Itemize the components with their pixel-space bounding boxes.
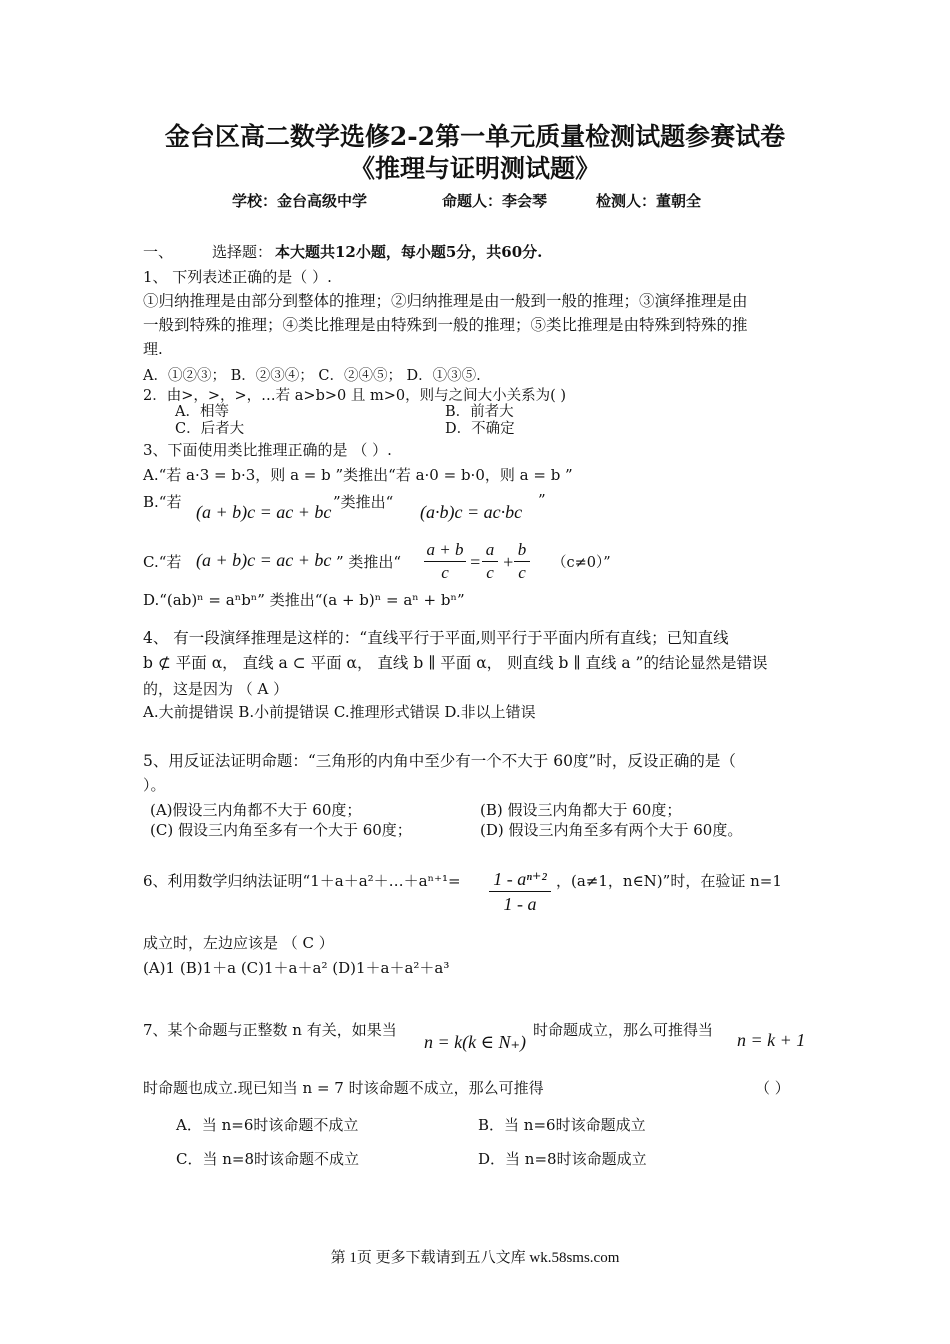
q3-stem: 3、下面使用类比推理正确的是 （ ）. xyxy=(143,441,392,459)
q6-fraction xyxy=(489,868,551,915)
q3-b-prefix: B.“若 xyxy=(143,493,182,511)
q3-c-numerator1: a + b xyxy=(426,540,464,559)
q7-option-d: D．当 n=8时该命题成立 xyxy=(478,1150,647,1168)
q2-stem: 2．由>，>，>，…若 a>b>0 且 m>0，则与之间大小关系为( ) xyxy=(143,388,566,404)
q2-option-d: D．不确定 xyxy=(445,421,515,437)
q3-c-numerator2: a xyxy=(485,540,495,559)
q7-line2: 时命题也成立.现已知当 n = 7 时该命题不成立，那么可推得 xyxy=(143,1079,544,1097)
q6-stem-suffix: ，(a≠1，n∈N)”时，在验证 n=1 xyxy=(556,872,782,890)
q3-c-fraction3 xyxy=(514,540,530,583)
q6-line2: 成立时，左边应该是 （ C ） xyxy=(143,934,334,952)
q2-option-b: B．前者大 xyxy=(445,404,514,420)
q3-c-plus: + xyxy=(502,552,515,572)
q5-option-b: (B) 假设三内角都大于 60度； xyxy=(480,801,682,819)
q7-formula2: n = k + 1 xyxy=(737,1030,806,1050)
q6-numerator: 1 - aⁿ⁺² xyxy=(493,869,547,889)
section-number: 一、 xyxy=(143,243,174,261)
q3-c-formula1: (a + b)c = ac + bc xyxy=(196,550,332,570)
q6-stem-prefix: 6、利用数学归纳法证明“1＋a＋a²＋…＋aⁿ⁺¹= xyxy=(143,872,461,890)
q3-b-formula1: (a + b)c = ac + bc xyxy=(196,502,332,522)
q6-options: (A)1 (B)1＋a (C)1＋a＋a² (D)1＋a＋a²＋a³ xyxy=(143,959,450,977)
section-description: 本大题共12小题，每小题5分，共60分. xyxy=(275,243,543,261)
author-label: 命题人：李会琴 xyxy=(442,192,548,210)
q5-option-d: (D) 假设三内角至多有两个大于 60度。 xyxy=(480,821,743,839)
q5-line1: 5、用反证法证明命题：“三角形的内角中至少有一个不大于 60度”时，反设正确的是（ xyxy=(143,752,736,770)
q4-line1: 4、 有一段演绎推理是这样的：“直线平行于平面,则平行于平面内所有直线；已知直线 xyxy=(143,629,729,647)
page-footer: 第 1页 更多下载请到五八文库 wk.58sms.com xyxy=(330,1250,620,1266)
q1-line2: 一般到特殊的推理；④类比推理是由特殊到一般的推理；⑤类比推理是由特殊到特殊的推 xyxy=(143,316,748,334)
fraction-bar xyxy=(514,561,530,562)
q5-line2: ）。 xyxy=(143,776,166,794)
page-subtitle: 《推理与证明测试题》 xyxy=(349,154,600,183)
q7-option-a: A．当 n=6时该命题不成立 xyxy=(176,1116,359,1134)
q1-options: A．①②③； B．②③④； C．②④⑤； D．①③⑤. xyxy=(143,368,481,384)
q5-option-c: (C) 假设三内角至多有一个大于 60度； xyxy=(150,821,412,839)
q3-c-prefix: C.“若 xyxy=(143,553,182,571)
q3-c-numerator3: b xyxy=(517,540,527,559)
q3-c-denominator2: c xyxy=(486,563,494,582)
q7-line1-prefix: 7、某个命题与正整数 n 有关，如果当 xyxy=(143,1021,397,1039)
q7-formula1: n = k(k ∈ N₊) xyxy=(424,1032,526,1052)
q7-answer-paren: （ ） xyxy=(755,1079,790,1097)
q2-option-a: A．相等 xyxy=(175,404,229,420)
q7-option-b: B．当 n=6时该命题成立 xyxy=(478,1116,646,1134)
q6-denominator: 1 - a xyxy=(503,894,537,914)
q7-option-c: C．当 n=8时该命题不成立 xyxy=(176,1150,360,1168)
q4-line2: b ⊄ 平面 α， 直线 a ⊂ 平面 α， 直线 b ∥ 平面 α， 则直线 b ∥ 直线 a ”的结论显然是错误 xyxy=(143,654,768,672)
fraction-bar xyxy=(424,561,466,562)
q3-c-equals: = xyxy=(469,552,482,572)
q3-c-denominator1: c xyxy=(441,563,449,582)
q3-b-formula2: (a·b)c = ac·bc xyxy=(420,502,523,522)
q2-option-c: C．后者大 xyxy=(175,421,245,437)
q3-b-mid: ”类推出“ xyxy=(333,493,394,511)
q3-c-denominator3: c xyxy=(518,563,526,582)
q3-c-condition: （c≠0）” xyxy=(552,555,611,571)
q1-line3: 理. xyxy=(143,340,163,358)
fraction-bar xyxy=(489,891,551,892)
page-title: 金台区高二数学选修2-2第一单元质量检测试题参赛试卷 xyxy=(164,122,786,151)
q7-line1-middle: 时命题成立，那么可推得当 xyxy=(533,1021,714,1039)
q5-option-a: (A)假设三内角都不大于 60度； xyxy=(150,801,362,819)
fraction-bar xyxy=(482,561,498,562)
q1-line1: ①归纳推理是由部分到整体的推理；②归纳推理是由一般到一般的推理；③演绎推理是由 xyxy=(143,292,748,310)
section-label: 选择题： xyxy=(212,243,273,261)
q4-options: A.大前提错误 B.小前提错误 C.推理形式错误 D.非以上错误 xyxy=(143,703,536,721)
q3-c-mid: ” 类推出“ xyxy=(336,553,402,571)
q3-option-a: A.“若 a·3 = b·3，则 a = b ”类推出“若 a·0 = b·0，则 a = b ” xyxy=(143,466,573,484)
q3-b-end: ” xyxy=(538,491,546,509)
school-label: 学校：金台高级中学 xyxy=(232,192,368,210)
q1-stem: 1、 下列表述正确的是（ ）. xyxy=(143,268,332,286)
q3-c-fraction2 xyxy=(482,540,498,583)
checker-label: 检测人：董朝全 xyxy=(596,192,702,210)
q3-c-fraction1 xyxy=(424,540,466,583)
q4-line3: 的，这是因为 （ A ） xyxy=(143,680,289,698)
q3-option-d: D.“(ab)ⁿ = aⁿbⁿ” 类推出“(a + b)ⁿ = aⁿ + bⁿ” xyxy=(143,591,465,609)
